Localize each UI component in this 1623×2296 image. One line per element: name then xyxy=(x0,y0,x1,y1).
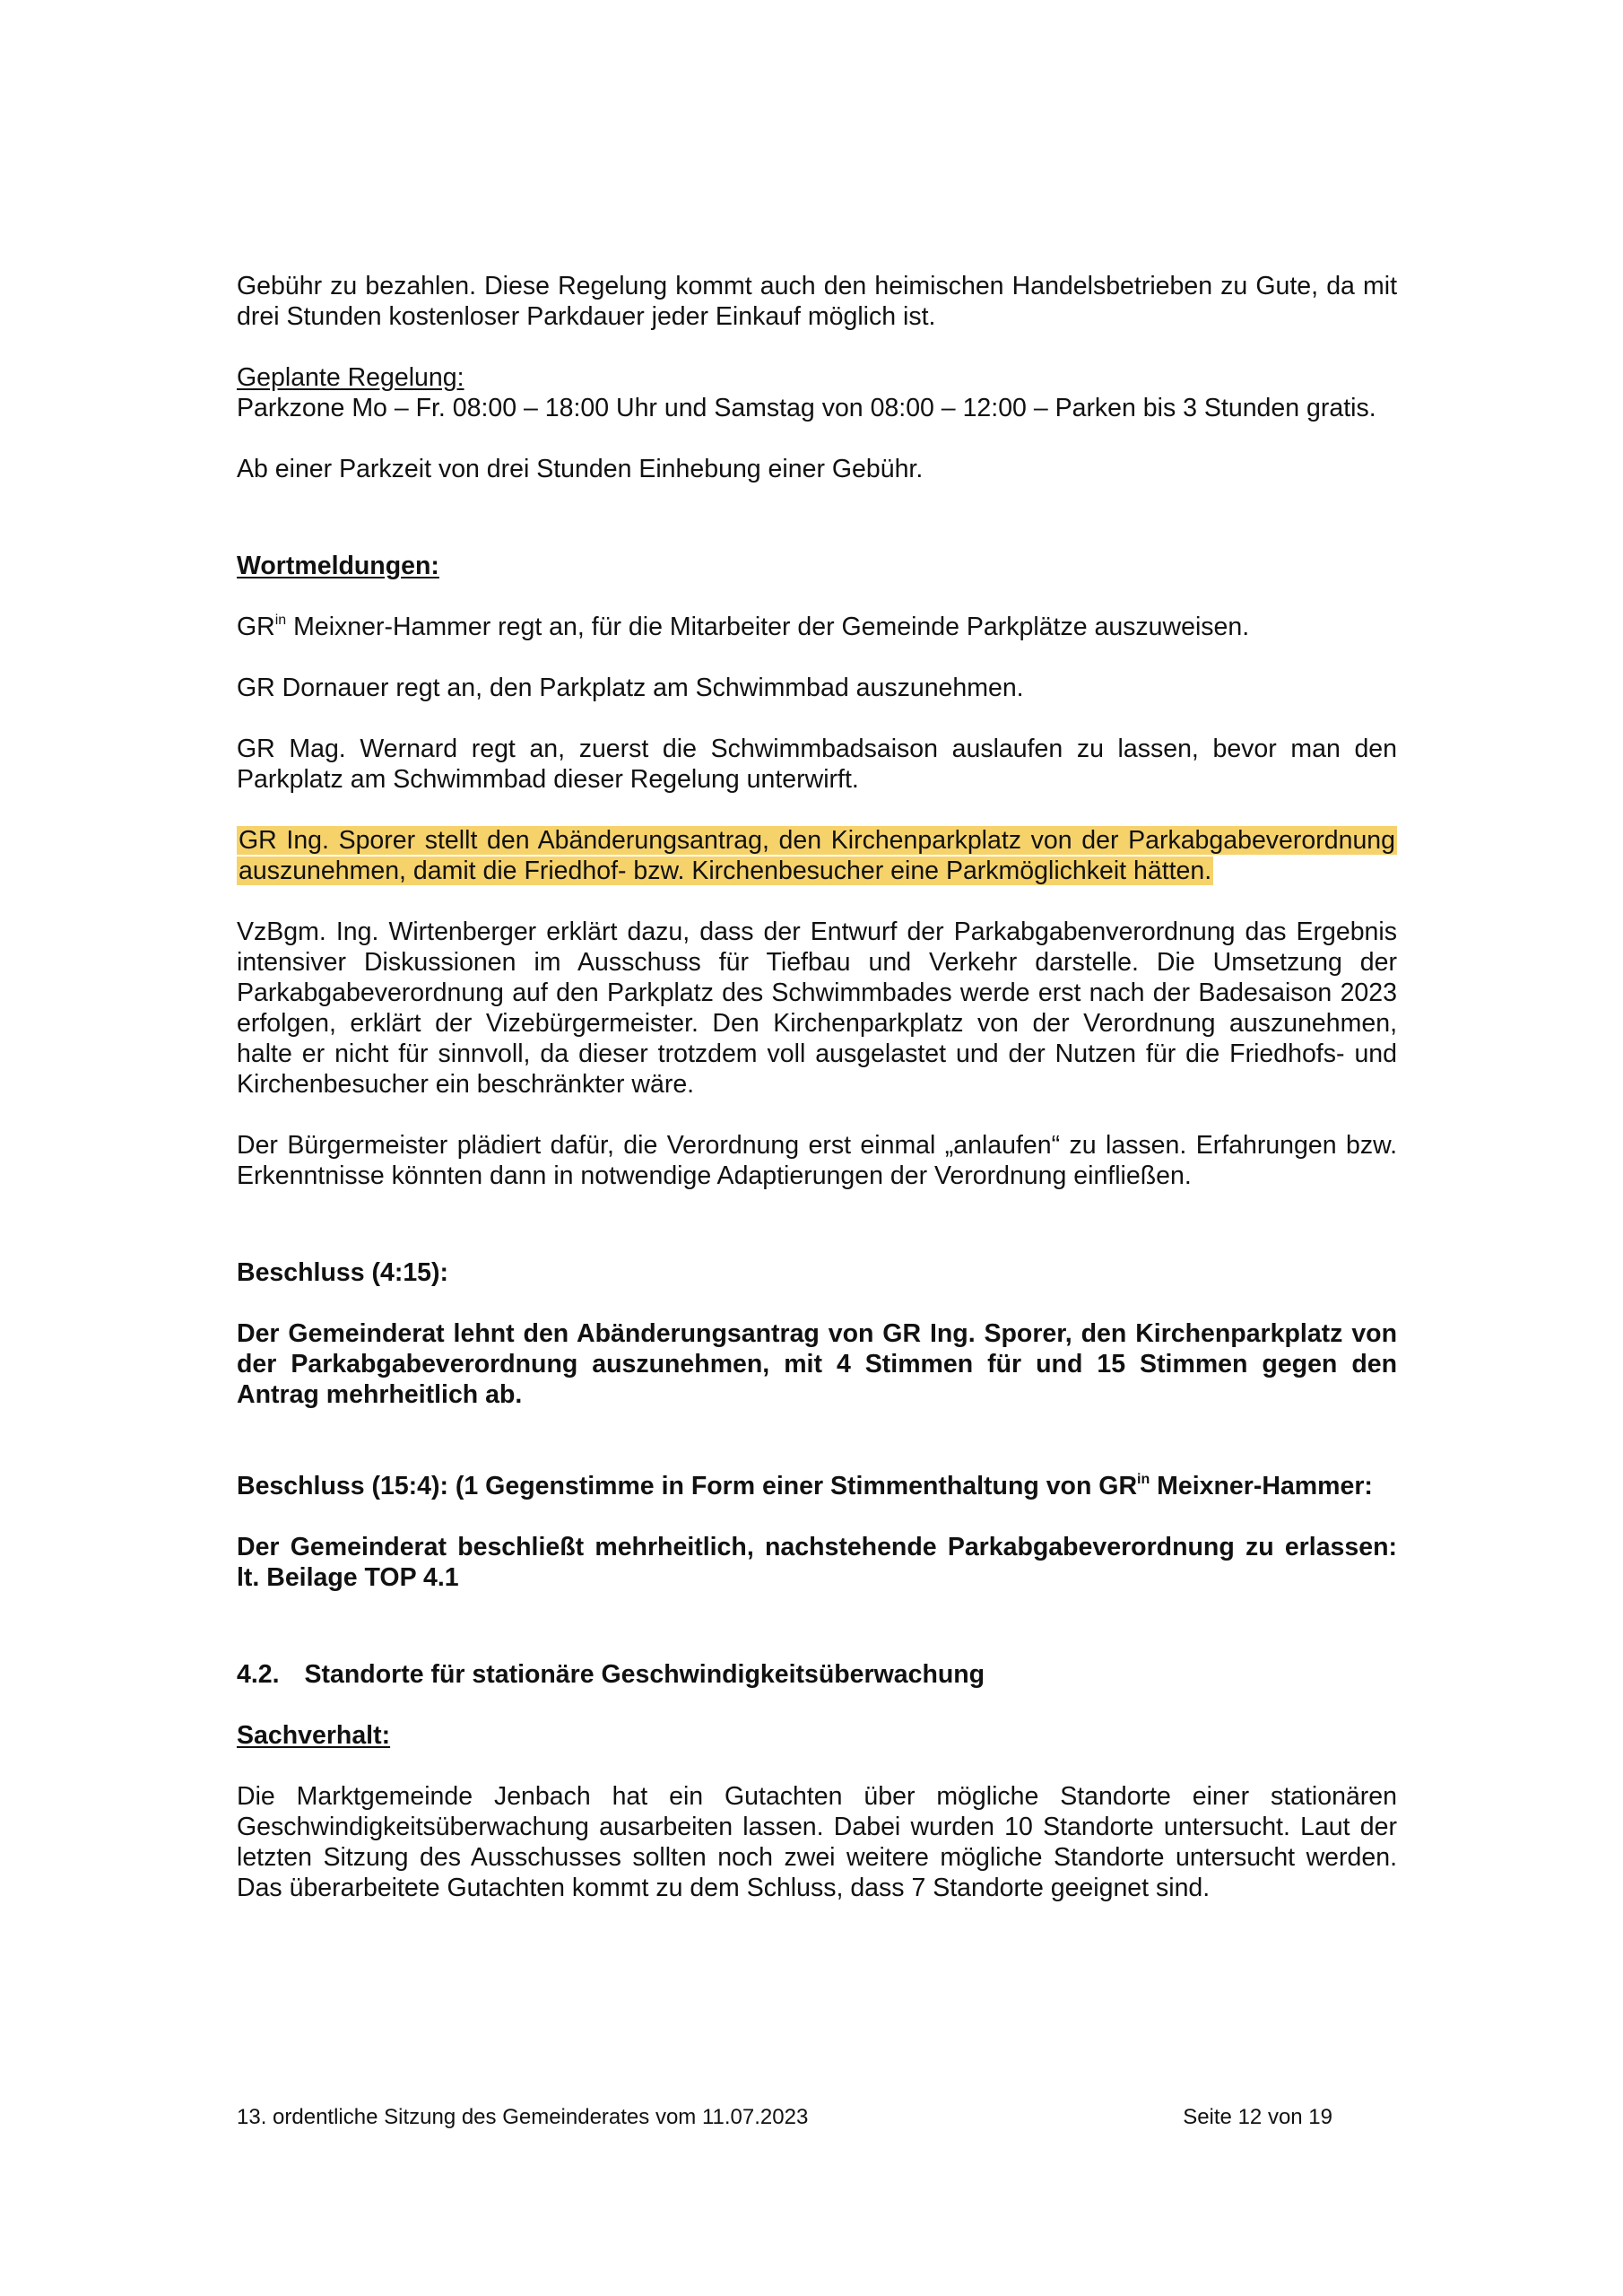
page-footer xyxy=(237,2104,1332,2131)
footer-session-info: 13. ordentliche Sitzung des Gemeinderates vom 11.07.2023 xyxy=(237,2105,809,2129)
geplante-regelung-heading-text: Geplante Regelung: xyxy=(237,363,464,392)
geplante-regelung-text: Parkzone Mo – Fr. 08:00 – 18:00 Uhr und Samstag von 08:00 – 12:00 – Parken bis 3 Stunden gratis. xyxy=(237,394,1376,422)
beschluss-1-heading: Beschluss (4:15): xyxy=(237,1258,449,1287)
geplante-regelung-heading xyxy=(237,362,1397,393)
section-title: Standorte für stationäre Geschwindigkeitsüberwachung xyxy=(304,1660,985,1689)
meixner-text: Meixner-Hammer regt an, für die Mitarbeiter der Gemeinde Parkplätze auszuweisen. xyxy=(286,613,1250,641)
sporer-highlight: GR Ing. Sporer stellt den Abänderungsantrag, den Kirchenparkplatz von der Parkabgabeverordnung auszunehmen, damit die Friedhof- bzw. Kirchenbesucher eine Parkmöglichkeit hätten. xyxy=(239,826,1395,885)
wernard-paragraph: GR Mag. Wernard regt an, zuerst die Schwimmbadsaison auslaufen zu lassen, bevor man den Parkplatz am Schwimmbad dieser Regelung unterwirft. xyxy=(237,735,1397,794)
beschluss-2-superscript: in xyxy=(1137,1472,1150,1487)
buergermeister-paragraph: Der Bürgermeister plädiert dafür, die Verordnung erst einmal „anlaufen“ zu lassen. Erfahrungen bzw. Erkenntnisse könnten dann in notwendige Adaptierungen der Verordnung einfließen. xyxy=(237,1131,1397,1190)
sachverhalt-paragraph: Die Marktgemeinde Jenbach hat ein Gutachten über mögliche Standorte einer stationären Geschwindigkeitsüberwachung ausarbeiten lassen. Dabei wurden 10 Standorte untersucht. Laut der letzten Sitzung des Ausschusses sollten noch zwei weitere mögliche Standorte untersucht werden. Das überarbeitete Gutachten kommt zu dem Schluss, dass 7 Standorte geeignet sind. xyxy=(237,1782,1397,1902)
beschluss-2-heading-part1: Beschluss (15:4): (1 Gegenstimme in Form einer Stimmenthaltung von GR xyxy=(237,1472,1138,1500)
meixner-paragraph xyxy=(237,612,1397,642)
sporer-paragraph xyxy=(237,825,1397,886)
beschluss-1-text: Der Gemeinderat lehnt den Abänderungsantrag von GR Ing. Sporer, den Kirchenparkplatz von der Parkabgabeverordnung auszunehmen, mit 4 Stimmen für und 15 Stimmen gegen den Antrag mehrheitlich ab. xyxy=(237,1319,1397,1409)
section-number: 4.2. xyxy=(237,1660,280,1689)
gr-title: GR xyxy=(237,613,275,641)
gr-superscript: in xyxy=(274,613,287,628)
dornauer-paragraph: GR Dornauer regt an, den Parkplatz am Schwimmbad auszunehmen. xyxy=(237,674,1024,702)
gebuehr-paragraph: Ab einer Parkzeit von drei Stunden Einhebung einer Gebühr. xyxy=(237,455,924,483)
document-body xyxy=(237,271,1397,1903)
intro-paragraph: Gebühr zu bezahlen. Diese Regelung kommt auch den heimischen Handelsbetrieben zu Gute, da mit drei Stunden kostenloser Parkdauer jeder Einkauf möglich ist. xyxy=(237,272,1397,331)
wortmeldungen-heading xyxy=(237,551,1397,581)
section-heading xyxy=(237,1659,1397,1690)
beschluss-2-text: Der Gemeinderat beschließt mehrheitlich, nachstehende Parkabgabeverordnung zu erlassen: lt. Beilage TOP 4.1 xyxy=(237,1533,1397,1592)
wortmeldungen-heading-text: Wortmeldungen: xyxy=(237,552,439,580)
footer-page-number: Seite 12 von 19 xyxy=(1183,2105,1332,2129)
beschluss-2-heading xyxy=(237,1471,1397,1501)
beschluss-2-heading-part2: Meixner-Hammer: xyxy=(1150,1472,1373,1500)
sachverhalt-heading-text: Sachverhalt: xyxy=(237,1721,391,1750)
sachverhalt-heading xyxy=(237,1720,1397,1751)
wirtenberger-paragraph: VzBgm. Ing. Wirtenberger erklärt dazu, dass der Entwurf der Parkabgabenverordnung das Ergebnis intensiver Diskussionen im Ausschuss für Tiefbau und Verkehr darstelle. Die Umsetzung der Parkabgabeverordnung auf den Parkplatz des Schwimmbades werde erst nach der Badesaison 2023 erfolgen, erklärt der Vizebürgermeister. Den Kirchenparkplatz von der Verordnung auszunehmen, halte er nicht für sinnvoll, da dieser trotzdem voll ausgelastet und der Nutzen für die Friedhofs- und Kirchenbesucher ein beschränkter wäre. xyxy=(237,918,1397,1099)
